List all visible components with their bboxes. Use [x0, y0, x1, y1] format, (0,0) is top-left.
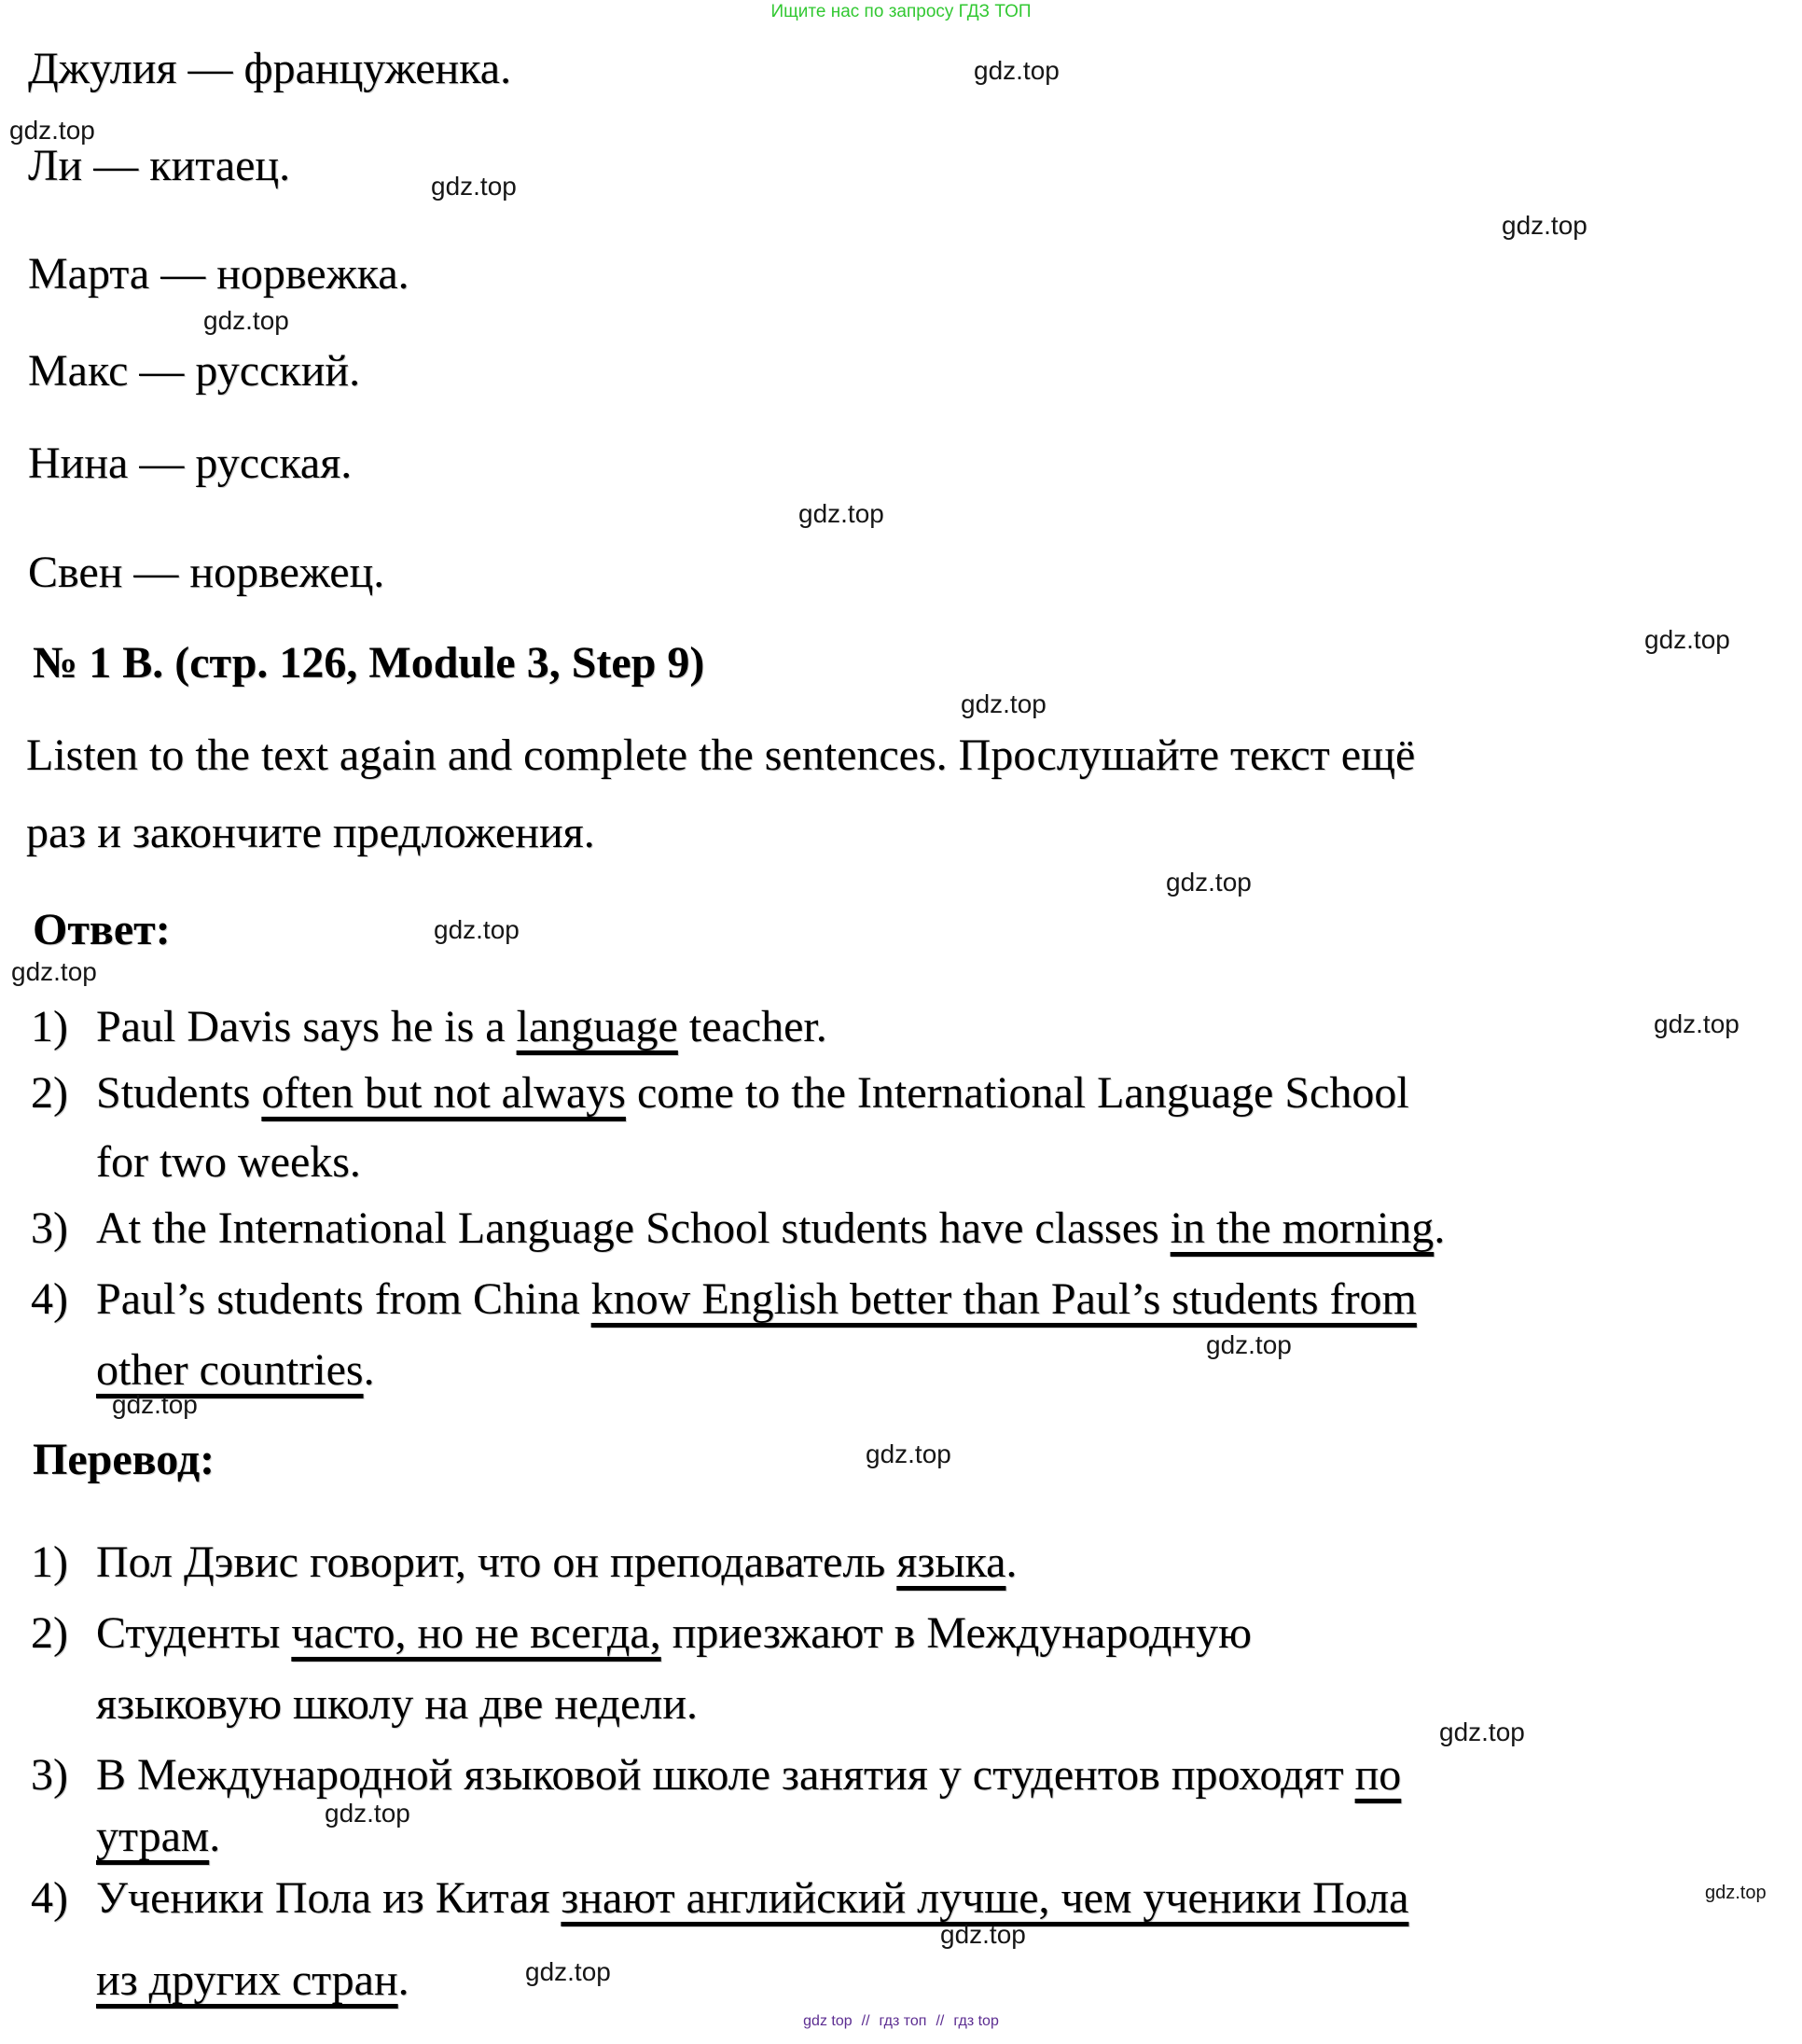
item-answer-underlined: языка — [896, 1537, 1006, 1587]
watermark: gdz.top — [9, 116, 95, 145]
item-text: Ученики Пола из Китая — [96, 1873, 561, 1923]
answer-item-continuation — [96, 1136, 361, 1188]
footer-link-gdz-top-ru[interactable]: гдз топ — [879, 2013, 927, 2029]
translation-item-continuation — [96, 1678, 698, 1730]
item-answer-underlined: по — [1354, 1750, 1402, 1800]
watermark: gdz.top — [866, 1439, 951, 1468]
translation-item — [31, 1607, 1252, 1659]
watermark: gdz.top — [961, 689, 1047, 718]
item-number: 3) — [31, 1203, 68, 1253]
translation-heading: Перевод: — [33, 1435, 215, 1484]
footer-link-gdz-top[interactable]: gdz top — [803, 2013, 852, 2029]
item-text: for two weeks. — [96, 1137, 361, 1187]
translation-item-continuation — [96, 1811, 220, 1862]
item-text: . — [1434, 1203, 1446, 1253]
watermark: gdz.top — [1439, 1717, 1525, 1746]
footer-links — [0, 2013, 1802, 2030]
intro-line: Ли — китаец. — [28, 141, 291, 190]
watermark: gdz.top — [11, 957, 97, 986]
intro-line: Свен — норвежец. — [28, 548, 385, 597]
watermark: gdz.top — [203, 306, 289, 335]
watermark: gdz.top — [525, 1957, 611, 1986]
item-text: teacher. — [677, 1002, 827, 1051]
watermark: gdz.top — [1502, 211, 1587, 240]
item-number: 4) — [31, 1274, 68, 1324]
task-text-line: Listen to the text again and complete the sentences. Прослушайте текст ещё — [26, 730, 1416, 780]
item-answer-underlined: знают английский лучше, чем ученики Пола — [561, 1873, 1409, 1923]
footer-separator: // — [861, 2013, 870, 2029]
item-text: Paul’s students from China — [96, 1274, 591, 1324]
item-answer-underlined: in the morning — [1170, 1203, 1435, 1253]
watermark: gdz.top — [112, 1390, 198, 1419]
footer-separator: // — [936, 2013, 945, 2029]
promo-banner: Ищите нас по запросу ГДЗ ТОП — [770, 2, 1032, 21]
item-number: 2) — [31, 1068, 68, 1118]
watermark: gdz.top — [325, 1799, 410, 1828]
item-text: языковую школу на две недели. — [96, 1679, 699, 1729]
answer-item — [31, 1203, 1445, 1254]
item-number: 1) — [31, 1537, 68, 1587]
intro-line: Макс — русский. — [28, 346, 361, 396]
answer-item — [31, 1001, 827, 1052]
item-text: come to the International Language School — [625, 1068, 1409, 1118]
translation-item-continuation — [96, 1954, 409, 2006]
answer-heading: Ответ: — [33, 905, 171, 954]
translation-item — [31, 1536, 1017, 1588]
item-text: Пол Дэвис говорит, что он преподаватель — [96, 1537, 897, 1587]
watermark: gdz.top — [940, 1920, 1026, 1949]
translation-item — [31, 1749, 1401, 1801]
item-number: 4) — [31, 1873, 68, 1923]
item-answer-underlined: language — [516, 1002, 678, 1051]
item-answer-underlined: утрам — [96, 1812, 210, 1861]
watermark: gdz.top — [434, 915, 520, 944]
item-text: . — [397, 1955, 409, 2005]
item-text: В Международной языковой школе занятия у студентов проходят — [96, 1750, 1355, 1800]
item-answer-underlined: из других стран — [96, 1955, 398, 2005]
item-answer-underlined: often but not always — [261, 1068, 626, 1118]
intro-line: Марта — норвежка. — [28, 249, 409, 299]
answer-item — [31, 1067, 1409, 1119]
watermark: gdz.top — [1166, 868, 1252, 897]
item-number: 2) — [31, 1608, 68, 1658]
item-number: 1) — [31, 1002, 68, 1051]
intro-line: Джулия — француженка. — [28, 44, 512, 93]
item-answer-underlined: часто, но не всегда, — [291, 1608, 661, 1658]
item-text: . — [363, 1345, 375, 1395]
watermark: gdz.top — [798, 499, 884, 528]
watermark: gdz.top — [431, 172, 517, 201]
intro-line: Нина — русская. — [28, 438, 353, 488]
answer-item-continuation — [96, 1344, 375, 1396]
watermark: gdz.top — [1705, 1883, 1767, 1903]
watermark: gdz.top — [1644, 625, 1730, 654]
watermark: gdz.top — [1206, 1330, 1292, 1359]
item-text: At the International Language School students have classes — [96, 1203, 1171, 1253]
item-text: Студенты — [96, 1608, 292, 1658]
item-text: приезжают в Международную — [660, 1608, 1252, 1658]
watermark: gdz.top — [1654, 1009, 1740, 1038]
item-text: . — [209, 1812, 221, 1861]
watermark: gdz.top — [974, 56, 1060, 85]
item-answer-underlined: other countries — [96, 1345, 364, 1395]
task-text-line: раз и закончите предложения. — [26, 808, 595, 857]
footer-link-gdz-top-mixed[interactable]: гдз top — [953, 2013, 999, 2029]
item-answer-underlined: know English better than Paul’s students from — [590, 1274, 1417, 1324]
item-text: Paul Davis says he is a — [96, 1002, 517, 1051]
exercise-heading: № 1 B. (стр. 126, Module 3, Step 9) — [33, 638, 705, 688]
item-text: . — [1005, 1537, 1018, 1587]
item-number: 3) — [31, 1750, 68, 1800]
answer-item — [31, 1273, 1417, 1325]
translation-item — [31, 1872, 1408, 1924]
item-text: Students — [96, 1068, 262, 1118]
